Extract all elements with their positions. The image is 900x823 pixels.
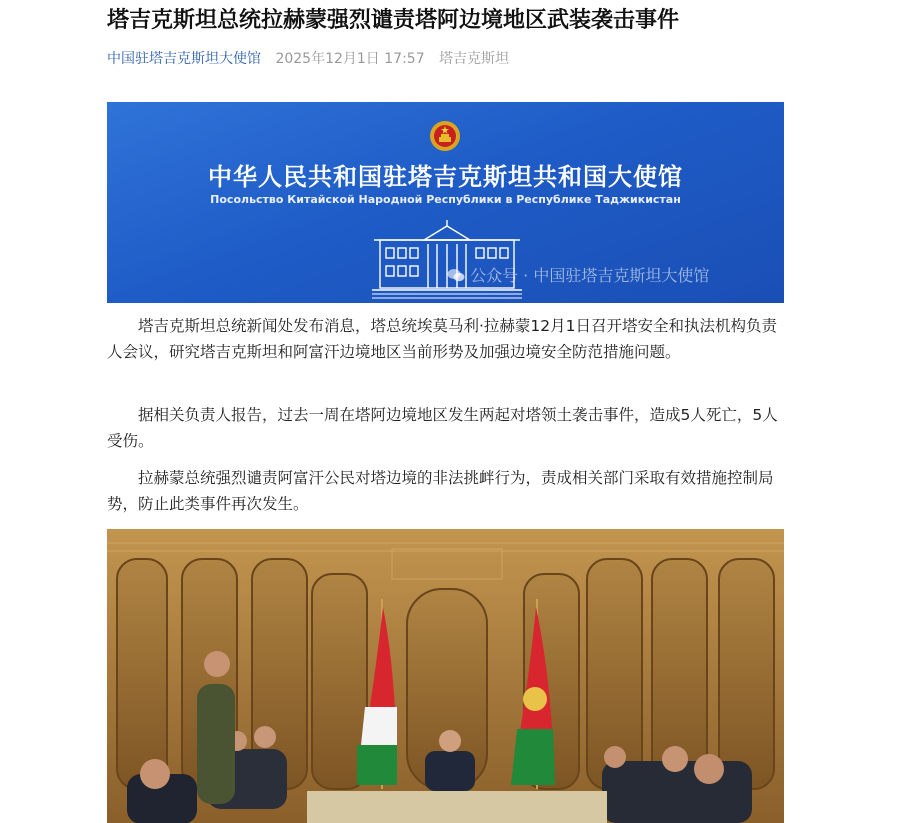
- wechat-watermark: [447, 264, 709, 288]
- publish-time: 2025年12月1日 17:57: [275, 51, 425, 67]
- meeting-photo-illustration: [107, 529, 784, 823]
- wechat-icon: [447, 268, 465, 282]
- source-link[interactable]: 中国驻塔吉克斯坦大使馆: [107, 51, 261, 67]
- article-title: 塔吉克斯坦总统拉赫蒙强烈谴责塔阿边境地区武装袭击事件: [107, 8, 680, 33]
- article-paragraph-2: 据相关负责人报告，过去一周在塔阿边境地区发生两起对塔领土袭击事件，造成5人死亡，5人受伤。: [107, 406, 778, 450]
- article-paragraph-1: 塔吉克斯坦总统新闻处发布消息，塔总统埃莫马利·拉赫蒙12月1日召开塔安全和执法机构负责人会议，研究塔吉克斯坦和阿富汗边境地区当前形势及加强边境安全防范措施问题。: [107, 317, 778, 361]
- watermark-text: 公众号 · 中国驻塔吉克斯坦大使馆: [470, 266, 710, 285]
- embassy-building-illustration: [372, 220, 522, 300]
- embassy-name-russian: Посольство Китайской Народной Республики в Республике Таджикистан: [210, 193, 681, 206]
- meeting-photo: [107, 529, 784, 823]
- embassy-banner-image: [107, 102, 784, 303]
- article-paragraph-3: 拉赫蒙总统强烈谴责阿富汗公民对塔边境的非法挑衅行为，责成相关部门采取有效措施控制局势，防止此类事件再次发生。: [107, 469, 774, 513]
- article-meta: [107, 49, 509, 69]
- national-emblem-icon: [429, 120, 461, 152]
- embassy-name-chinese: 中华人民共和国驻塔吉克斯坦共和国大使馆: [208, 163, 683, 191]
- location-label: 塔吉克斯坦: [439, 51, 510, 67]
